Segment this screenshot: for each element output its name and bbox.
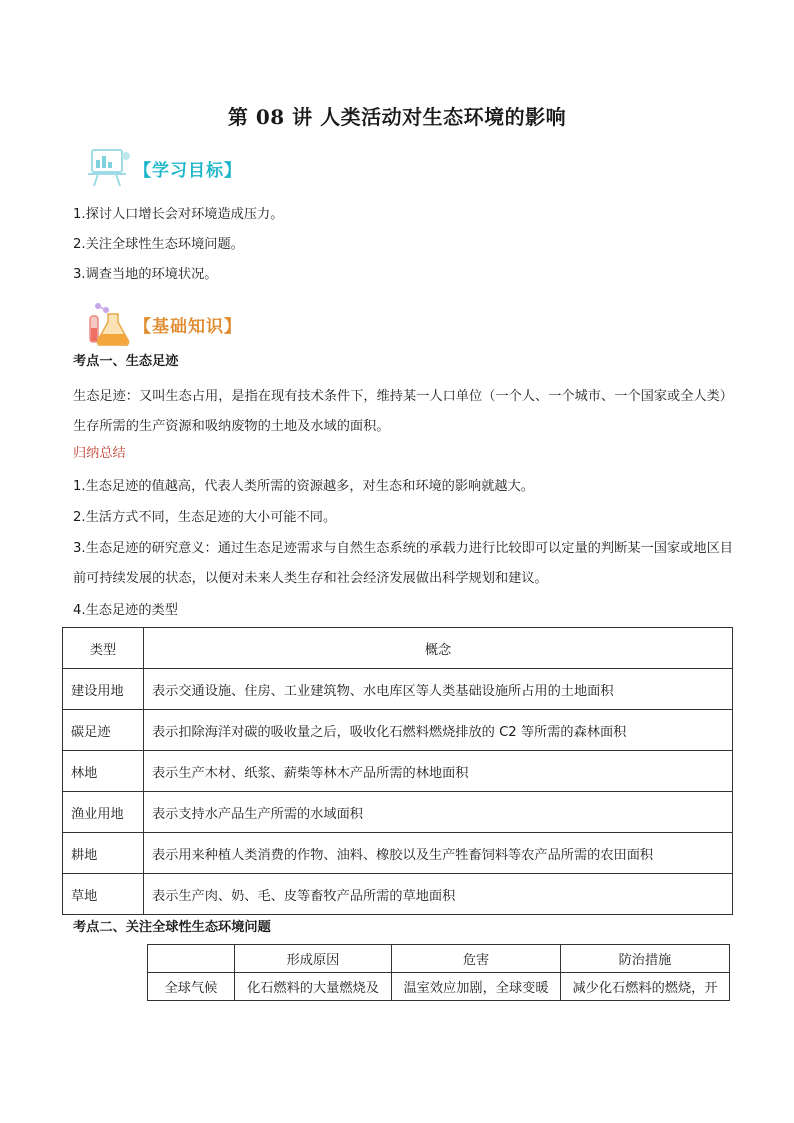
type-cell: 耕地 xyxy=(63,833,144,874)
table-header-row xyxy=(148,945,730,973)
table-header-cell: 防治措施 xyxy=(561,945,730,973)
concept-cell: 表示支持水产品生产所需的水域面积 xyxy=(144,792,733,833)
goal-item: 3.调查当地的环境状况。 xyxy=(73,267,218,282)
concept-cell: 表示扣除海洋对碳的吸收量之后，吸收化石燃料燃烧排放的 C2 等所需的森林面积 xyxy=(144,710,733,751)
issue-cell: 全球气候 xyxy=(148,973,235,1001)
summary-label: 归纳总结 xyxy=(73,446,126,461)
table-row xyxy=(63,833,733,874)
type-cell: 建设用地 xyxy=(63,669,144,710)
type-cell: 林地 xyxy=(63,751,144,792)
section-basics-label: 【基础知识】 xyxy=(134,317,242,337)
table-row xyxy=(63,751,733,792)
table-header-cell xyxy=(148,945,235,973)
concept-cell: 表示交通设施、住房、工业建筑物、水电库区等人类基础设施所占用的土地面积 xyxy=(144,669,733,710)
table-row xyxy=(148,973,730,1001)
point2-heading: 考点二、关注全球性生态环境问题 xyxy=(73,920,271,935)
concept-cell: 表示用来种植人类消费的作物、油料、橡胶以及生产牲畜饲料等农产品所需的农田面积 xyxy=(144,833,733,874)
type-cell: 碳足迹 xyxy=(63,710,144,751)
summary-item: 2.生活方式不同，生态足迹的大小可能不同。 xyxy=(73,510,337,525)
lab-flask-icon xyxy=(86,302,134,346)
table-row xyxy=(63,710,733,751)
point1-heading: 考点一、生态足迹 xyxy=(73,354,179,369)
goal-item: 1.探讨人口增长会对环境造成压力。 xyxy=(73,207,284,222)
page-title: 第 08 讲 人类活动对生态环境的影响 xyxy=(227,105,567,129)
global-issues-table xyxy=(147,944,730,1001)
table-row xyxy=(63,669,733,710)
footprint-types-table xyxy=(62,627,733,915)
table-header-row xyxy=(63,628,733,669)
harm-cell: 温室效应加剧，全球变暖 xyxy=(392,973,561,1001)
type-cell: 渔业用地 xyxy=(63,792,144,833)
table-header-cell: 类型 xyxy=(63,628,144,669)
table-row xyxy=(63,874,733,915)
summary-item: 3.生态足迹的研究意义：通过生态足迹需求与自然生态系统的承载力进行比较即可以定量的判断某一国家或地区目前可持续发展的状态，以便对未来人类生存和社会经济发展做出科学规划和建议。 xyxy=(73,541,733,586)
section-goals-label: 【学习目标】 xyxy=(134,161,242,181)
goal-item: 2.关注全球性生态环境问题。 xyxy=(73,237,244,252)
summary-item: 1.生态足迹的值越高，代表人类所需的资源越多，对生态和环境的影响就越大。 xyxy=(73,479,534,494)
type-cell: 草地 xyxy=(63,874,144,915)
concept-cell: 表示生产木材、纸浆、薪柴等林木产品所需的林地面积 xyxy=(144,751,733,792)
cause-cell: 化石燃料的大量燃烧及 xyxy=(235,973,392,1001)
footprint-definition: 生态足迹：又叫生态占用，是指在现有技术条件下，维持某一人口单位（一个人、一个城市、一个国家或全人类）生存所需的生产资源和吸纳废物的土地及水域的面积。 xyxy=(73,389,733,434)
table-header-cell: 危害 xyxy=(392,945,561,973)
section-goals-header xyxy=(86,146,386,190)
summary-item: 4.生态足迹的类型 xyxy=(73,603,178,618)
table-header-cell: 概念 xyxy=(144,628,733,669)
table-header-cell: 形成原因 xyxy=(235,945,392,973)
measures-cell: 减少化石燃料的燃烧，开 xyxy=(561,973,730,1001)
section-basics-header xyxy=(86,302,386,346)
table-row xyxy=(63,792,733,833)
concept-cell: 表示生产肉、奶、毛、皮等畜牧产品所需的草地面积 xyxy=(144,874,733,915)
presentation-board-icon xyxy=(86,146,134,188)
